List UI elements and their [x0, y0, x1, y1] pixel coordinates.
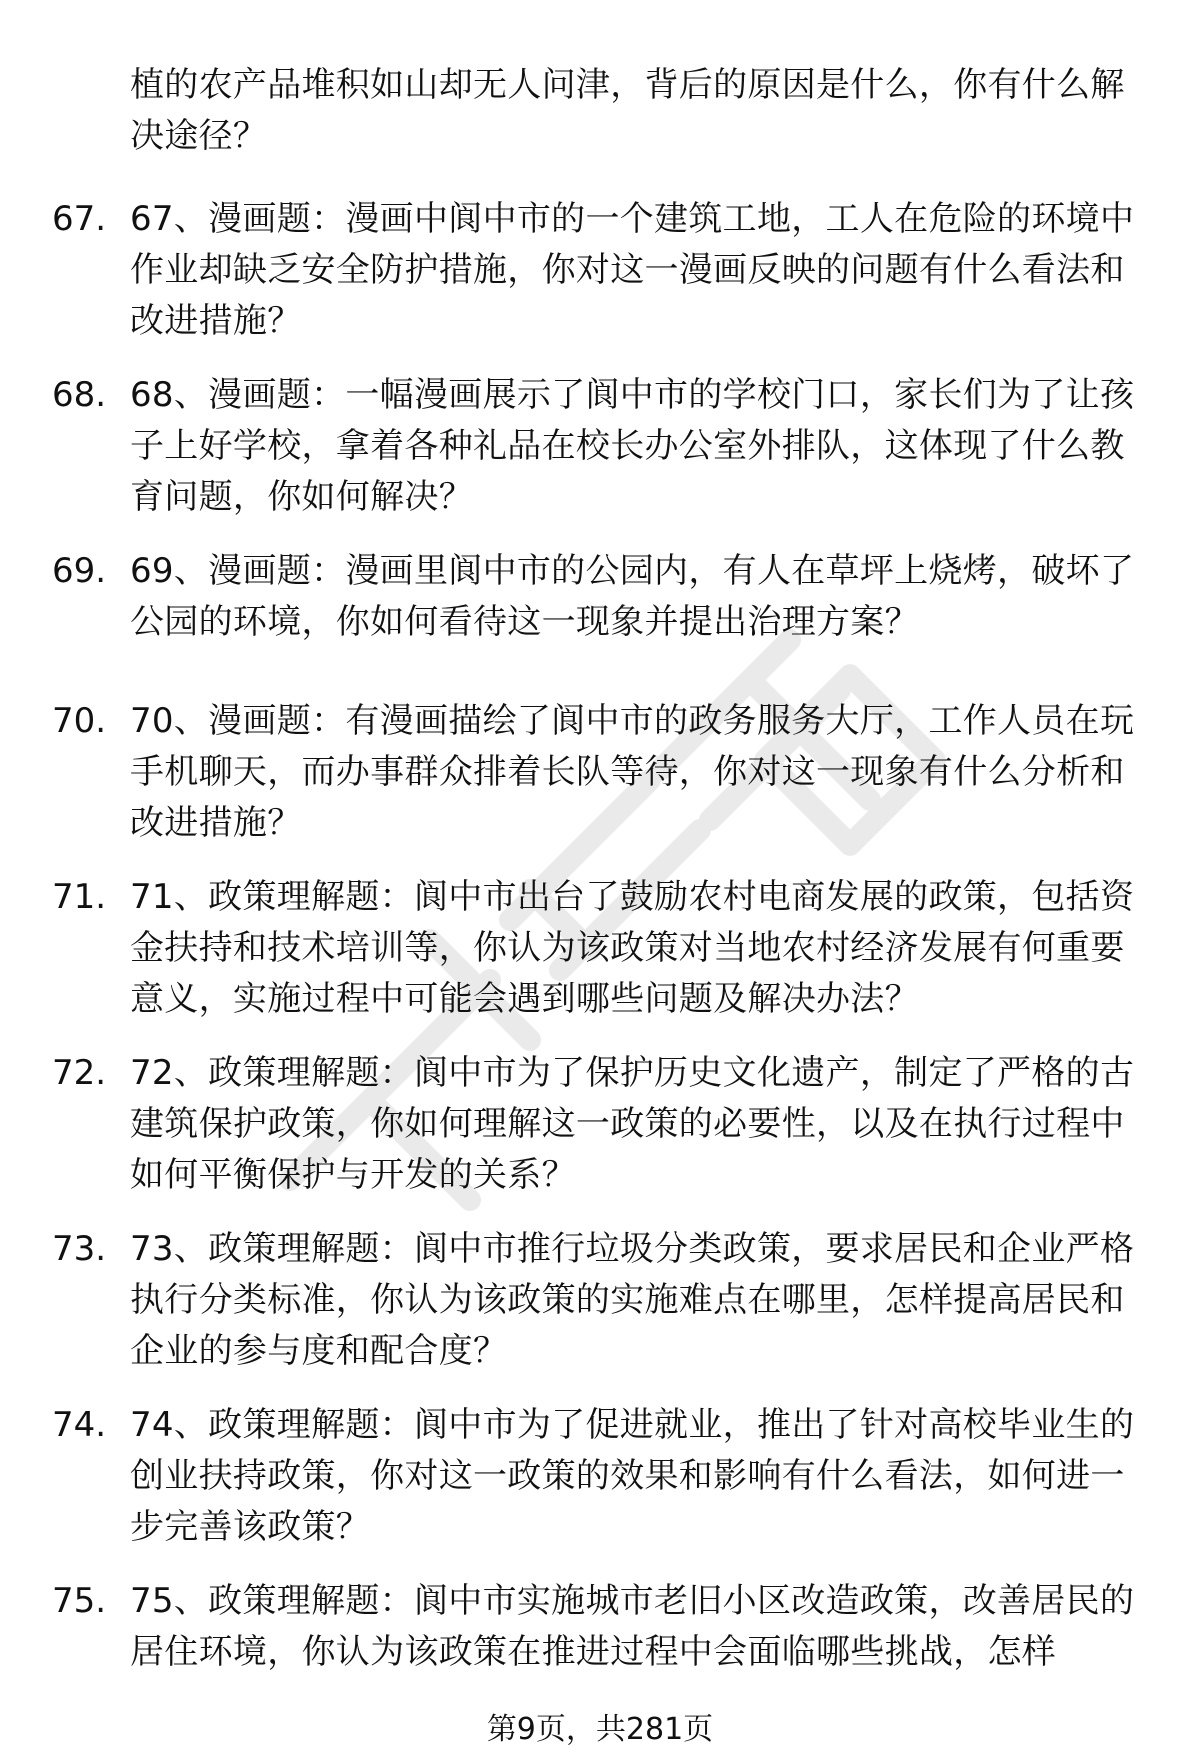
question-text: 75、政策理解题：阆中市实施城市老旧小区改造政策，改善居民的居住环境，你认为该政策在推进过程中会面临哪些挑战，怎样 — [130, 1581, 1135, 1672]
question-text: 69、漫画题：漫画里阆中市的公园内，有人在草坪上烧烤，破坏了公园的环境，你如何看待这一现象并提出治理方案？ — [130, 551, 1135, 642]
question-text: 74、政策理解题：阆中市为了促进就业，推出了针对高校毕业生的创业扶持政策，你对这一政策的效果和影响有什么看法，如何进一步完善该政策？ — [130, 1405, 1135, 1547]
question-item — [0, 696, 1200, 849]
question-number: 71. — [52, 877, 107, 917]
question-number: 72. — [52, 1053, 107, 1093]
question-item — [0, 1224, 1200, 1377]
continuation-text: 植的农产品堆积如山却无人问津，背后的原因是什么，你有什么解决途径？ — [130, 65, 1125, 156]
question-item — [0, 1400, 1200, 1553]
question-text: 68、漫画题：一幅漫画展示了阆中市的学校门口，家长们为了让孩子上好学校，拿着各种礼品在校长办公室外排队，这体现了什么教育问题，你如何解决？ — [130, 375, 1135, 517]
question-list — [0, 194, 1200, 1726]
question-text: 71、政策理解题：阆中市出台了鼓励农村电商发展的政策，包括资金扶持和技术培训等，你认为该政策对当地农村经济发展有何重要意义，实施过程中可能会遇到哪些问题及解决办法？ — [130, 877, 1135, 1019]
question-number: 69. — [52, 551, 107, 591]
question-text: 72、政策理解题：阆中市为了保护历史文化遗产，制定了严格的古建筑保护政策，你如何理解这一政策的必要性，以及在执行过程中如何平衡保护与开发的关系？ — [130, 1053, 1135, 1195]
question-number: 68. — [52, 375, 107, 415]
question-item — [0, 370, 1200, 523]
question-text: 67、漫画题：漫画中阆中市的一个建筑工地，工人在危险的环境中作业却缺乏安全防护措施，你对这一漫画反映的问题有什么看法和改进措施？ — [130, 199, 1135, 341]
question-item — [0, 1576, 1200, 1678]
question-number: 74. — [52, 1405, 107, 1445]
question-item — [0, 872, 1200, 1025]
question-text: 73、政策理解题：阆中市推行垃圾分类政策，要求居民和企业严格执行分类标准，你认为该政策的实施难点在哪里，怎样提高居民和企业的参与度和配合度？ — [130, 1229, 1135, 1371]
question-item — [0, 1048, 1200, 1201]
question-item — [0, 194, 1200, 347]
question-text: 70、漫画题：有漫画描绘了阆中市的政务服务大厅，工作人员在玩手机聊天，而办事群众排着长队等待，你对这一现象有什么分析和改进措施？ — [130, 701, 1135, 843]
question-number: 70. — [52, 701, 107, 741]
page-footer: 第9页，共281页 — [486, 1712, 714, 1747]
question-number: 67. — [52, 199, 107, 239]
question-number: 73. — [52, 1229, 107, 1269]
question-number: 75. — [52, 1581, 107, 1621]
question-item — [0, 546, 1200, 648]
